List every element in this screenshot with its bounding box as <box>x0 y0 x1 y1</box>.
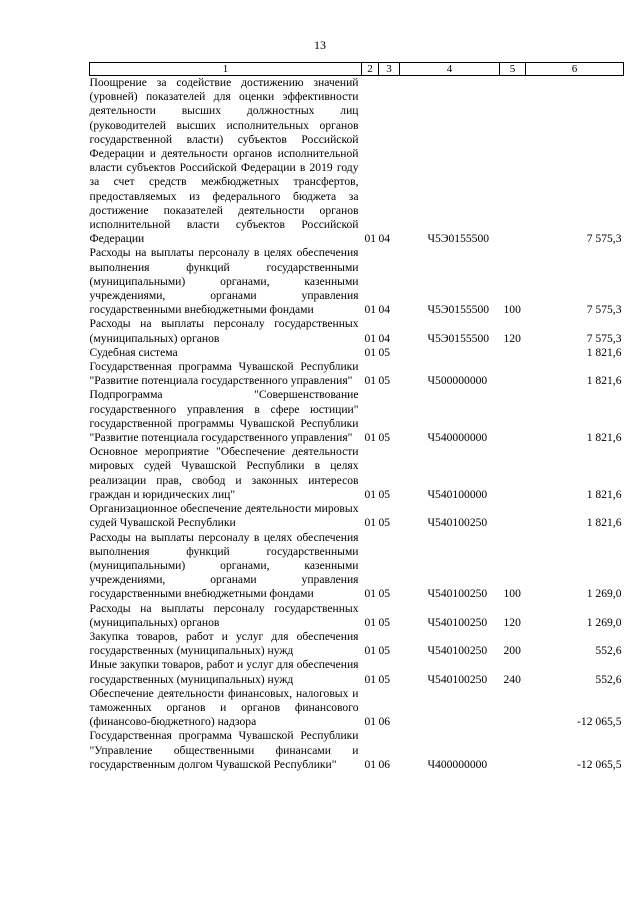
row-name: Иные закупки товаров, работ и услуг для обеспечения государственных (муниципальных) нужд <box>89 658 359 686</box>
row-expense-type: 240 <box>503 672 521 686</box>
row-subsection: 05 <box>378 487 391 501</box>
row-target-code: Ч540100250 <box>427 615 488 629</box>
row-expense-type <box>500 360 526 388</box>
row-amount: 1 269,0 <box>586 587 622 601</box>
header-row <box>90 63 624 76</box>
row-target-code: Ч540100250 <box>427 644 488 658</box>
table-row <box>90 346 624 360</box>
table-row <box>90 729 624 772</box>
row-subsection: 04 <box>378 232 391 246</box>
row-expense-type <box>500 687 526 730</box>
table-row <box>90 687 624 730</box>
row-amount: 7 575,3 <box>586 232 622 246</box>
table-row <box>90 445 624 502</box>
row-amount: 7 575,3 <box>586 303 622 317</box>
row-name: Расходы на выплаты персоналу в целях обеспечения выполнения функций государственными (муниципальными) органами, казенными учреждениями, органами управления государственными внебюджетными фондами <box>89 246 359 317</box>
table-row <box>90 246 624 317</box>
row-target-code: Ч540100250 <box>427 672 488 686</box>
row-subsection: 05 <box>378 587 391 601</box>
row-name: Расходы на выплаты персоналу государственных (муниципальных) органов <box>89 601 359 629</box>
row-section: 01 <box>364 672 377 686</box>
row-amount: 552,6 <box>595 672 622 686</box>
row-section: 01 <box>364 303 377 317</box>
row-expense-type: 120 <box>503 331 521 345</box>
row-amount: -12 065,5 <box>577 715 622 729</box>
table-row <box>90 630 624 658</box>
row-section: 01 <box>364 374 377 388</box>
row-expense-type <box>500 445 526 502</box>
row-subsection: 05 <box>378 431 391 445</box>
row-subsection: 05 <box>378 516 391 530</box>
row-amount: 1 821,6 <box>586 487 622 501</box>
row-subsection: 05 <box>378 615 391 629</box>
row-expense-type: 100 <box>503 587 521 601</box>
row-section: 01 <box>364 757 377 771</box>
row-amount: 7 575,3 <box>586 331 622 345</box>
table-row <box>90 317 624 345</box>
table-row <box>90 658 624 686</box>
row-target-code: Ч400000000 <box>427 757 488 771</box>
col-header-4: 4 <box>400 63 500 76</box>
row-amount: 552,6 <box>595 644 622 658</box>
row-subsection: 05 <box>378 345 391 359</box>
row-name: Обеспечение деятельности финансовых, налоговых и таможенных органов и органов финансового (финансово-бюджетного) надзора <box>89 686 359 729</box>
row-expense-type <box>500 502 526 530</box>
row-name: Организационное обеспечение деятельности мировых судей Чувашской Республики <box>89 502 359 530</box>
row-subsection: 05 <box>378 644 391 658</box>
row-amount: 1 269,0 <box>586 615 622 629</box>
row-target-code: Ч540000000 <box>427 431 488 445</box>
row-subsection: 06 <box>378 715 391 729</box>
row-subsection: 06 <box>378 757 391 771</box>
row-subsection: 05 <box>378 374 391 388</box>
row-section: 01 <box>364 715 377 729</box>
row-subsection: 04 <box>378 303 391 317</box>
row-name: Подпрограмма "Совершенствование государственного управления в сфере юстиции" государственной программы Чувашской Республики "Развитие потенциала государственного управления" <box>89 388 359 445</box>
row-target-code: Ч540100250 <box>427 516 488 530</box>
page-number: 13 <box>314 38 326 52</box>
row-name: Расходы на выплаты персоналу в целях обеспечения выполнения функций государственными (муниципальными) органами, казенными учреждениями, органами управления государственными внебюджетными фондами <box>89 530 359 601</box>
row-amount: 1 821,6 <box>586 374 622 388</box>
row-expense-type <box>500 76 526 247</box>
row-section: 01 <box>364 345 377 359</box>
row-section: 01 <box>364 516 377 530</box>
row-name: Расходы на выплаты персоналу государственных (муниципальных) органов <box>89 317 359 345</box>
table-row <box>90 602 624 630</box>
row-amount: 1 821,6 <box>586 345 622 359</box>
table-row <box>90 388 624 445</box>
row-target-code <box>400 687 500 730</box>
row-expense-type <box>500 388 526 445</box>
row-target-code: Ч540100250 <box>427 587 488 601</box>
row-section: 01 <box>364 587 377 601</box>
row-name: Государственная программа Чувашской Республики "Управление общественными финансами и государственным долгом Чувашской Республики" <box>89 729 359 771</box>
col-header-6: 6 <box>526 63 624 76</box>
row-name: Основное мероприятие "Обеспечение деятельности мировых судей Чувашской Республики в целях реализации прав, свобод и законных интересов граждан и юридических лиц" <box>89 445 359 501</box>
row-amount: 1 821,6 <box>586 431 622 445</box>
row-section: 01 <box>364 232 377 246</box>
row-expense-type: 120 <box>503 615 521 629</box>
table-row <box>90 76 624 247</box>
row-subsection: 05 <box>378 672 391 686</box>
row-section: 01 <box>364 431 377 445</box>
row-name: Государственная программа Чувашской Республики "Развитие потенциала государственного управления" <box>89 360 359 388</box>
table-row <box>90 531 624 602</box>
row-section: 01 <box>364 644 377 658</box>
row-target-code: Ч500000000 <box>427 374 488 388</box>
row-name: Закупка товаров, работ и услуг для обеспечения государственных (муниципальных) нужд <box>89 629 359 658</box>
col-header-2: 2 <box>362 63 379 76</box>
col-header-5: 5 <box>500 63 526 76</box>
row-target-code: Ч540100000 <box>427 487 488 501</box>
row-expense-type <box>500 729 526 772</box>
budget-table <box>89 62 624 772</box>
row-expense-type <box>500 346 526 360</box>
row-amount: -12 065,5 <box>577 757 622 771</box>
row-name: Поощрение за содействие достижению значений (уровней) показателей для оценки эффективности деятельности высших должностных лиц (руководителей высших исполнительных органов государственной власти) субъектов Российской Федерации и деятельности органов исполнительной власти субъектов Российской Федерации в 2019 году за счет средств межбюджетных трансфертов, предоставляемых из федерального бюджета за достижение показателей деятельности органов исполнительной власти субъектов Российской Федерации <box>89 76 359 246</box>
row-expense-type: 100 <box>503 303 521 317</box>
row-target-code: Ч5Э0155500 <box>427 303 490 317</box>
row-amount: 1 821,6 <box>586 516 622 530</box>
row-section: 01 <box>364 487 377 501</box>
col-header-3: 3 <box>379 63 400 76</box>
row-expense-type: 200 <box>503 644 521 658</box>
row-section: 01 <box>364 331 377 345</box>
table-row <box>90 502 624 530</box>
row-target-code <box>400 346 500 360</box>
row-target-code: Ч5Э0155500 <box>427 232 490 246</box>
row-target-code: Ч5Э0155500 <box>427 331 490 345</box>
table-row <box>90 360 624 388</box>
row-section: 01 <box>364 615 377 629</box>
row-subsection: 04 <box>378 331 391 345</box>
col-header-1: 1 <box>90 63 362 76</box>
row-name: Судебная система <box>89 345 178 359</box>
